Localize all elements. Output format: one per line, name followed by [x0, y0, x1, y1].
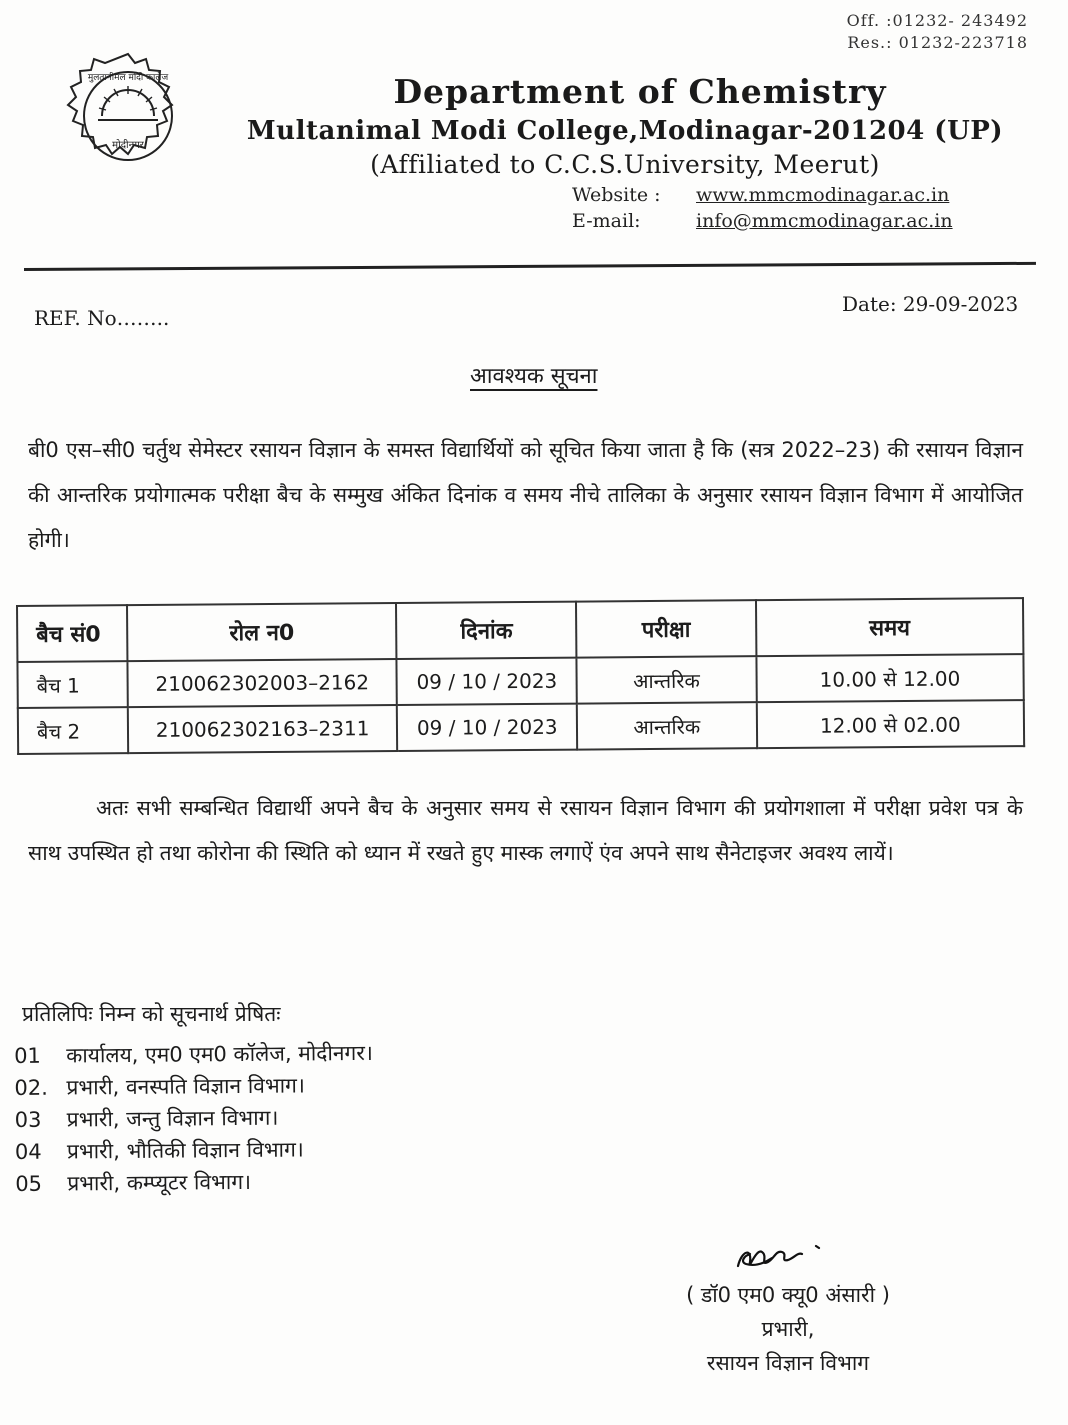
email-label: E-mail: [572, 210, 641, 232]
exam-schedule-table [16, 597, 1025, 755]
emblem-text-top: मुलतानीमल मोदी कालेज [87, 73, 169, 83]
table-row [18, 700, 1024, 754]
notice-paragraph-1: बी0 एस–सी0 चर्तुथ सेमेस्टर रसायन विज्ञान के समस्त विद्यार्थियों को सूचित किया जाता है कि (सत्र 2022–23) की रसायन विज्ञान की आन्तरिक प्रयोगात्मक परीक्षा बैच के सम्मुख अंकित दिनांक व समय नीचे तालिका के अनुसार रसायन विज्ञान विभाग में आयोजित होगी। [28, 438, 1023, 552]
cell-exam: आन्तरिक [577, 702, 757, 749]
reference-number: REF. No…….. [34, 306, 170, 330]
website-label: Website : [572, 184, 661, 206]
copy-to-title: प्रतिलिपिः निम्न को सूचनार्थ प्रेषितः [22, 1002, 281, 1026]
list-item-number: 03 [14, 1107, 42, 1132]
signatory-role: प्रभारी, [761, 1317, 815, 1341]
table-header-row [17, 598, 1023, 662]
cell-roll: 210062302003–2162 [127, 659, 397, 707]
phone-office: Off. :01232- 243492 [846, 11, 1028, 30]
list-item-number: 05 [15, 1171, 43, 1196]
affiliation: (Affiliated to C.C.S.University, Meerut) [370, 150, 880, 179]
copy-to-list [14, 1037, 374, 1200]
emblem-text-bottom: मोदीनगर [112, 140, 144, 151]
department-name: Department of Chemistry [393, 72, 887, 111]
header-exam: परीक्षा [576, 600, 756, 657]
list-item-text: प्रभारी, वनस्पति विज्ञान विभाग। [66, 1073, 306, 1100]
header-date: दिनांक [396, 602, 576, 659]
list-item-number: 02. [14, 1075, 48, 1100]
cell-time: 10.00 से 12.00 [756, 654, 1024, 702]
header-roll: रोल न0 [127, 603, 397, 661]
list-item-text: प्रभारी, भौतिकी विज्ञान विभाग। [66, 1137, 304, 1164]
list-item-text: कार्यालय, एम0 एम0 कॉलेज, मोदीनगर। [66, 1040, 373, 1068]
signatory-department: रसायन विज्ञान विभाग [706, 1351, 870, 1375]
contact-block [572, 182, 953, 234]
header-divider [24, 262, 1036, 271]
cell-date: 09 / 10 / 2023 [397, 704, 577, 751]
college-name: Multanimal Modi College,Modinagar-201204 (UP) [246, 116, 1004, 146]
cell-date: 09 / 10 / 2023 [397, 658, 577, 705]
cell-batch: बैच 1 [17, 661, 127, 708]
phone-numbers [847, 10, 1028, 54]
signature-block [638, 1238, 938, 1380]
cell-exam: आन्तरिक [576, 656, 756, 703]
notice-paragraph-2: अतः सभी सम्बन्धित विद्यार्थी अपने बैच के अनुसार समय से रसायन विज्ञान विभाग की प्रयोगशाला में परीक्षा प्रवेश पत्र के साथ उपस्थित हो तथा कोरोना की स्थिति को ध्यान में रखते हुए मास्क लगाऐं एंव अपने साथ सैनेटाइजर अवश्य लायें। [28, 796, 1023, 865]
list-item [14, 1037, 373, 1072]
email-link[interactable]: info@mmcmodinagar.ac.in [696, 210, 953, 232]
list-item-text: प्रभारी, जन्तु विज्ञान विभाग। [66, 1105, 279, 1132]
cell-roll: 210062302163–2311 [128, 705, 398, 753]
website-link[interactable]: www.mmcmodinagar.ac.in [696, 184, 950, 206]
list-item [15, 1133, 374, 1168]
table-row [17, 654, 1023, 708]
header-time: समय [756, 598, 1024, 656]
list-item [15, 1101, 374, 1136]
signatory-name: ( डॉ0 एम0 क्यू0 अंसारी ) [686, 1283, 890, 1307]
list-item-text: प्रभारी, कम्प्यूटर विभाग। [67, 1169, 252, 1196]
college-emblem-icon [62, 50, 194, 182]
notice-title: आवश्यक सूचना [470, 364, 598, 389]
cell-time: 12.00 से 02.00 [756, 700, 1024, 748]
list-item [15, 1165, 374, 1200]
letterhead [230, 70, 1020, 182]
list-item-number: 04 [14, 1139, 42, 1164]
phone-residence: Res.: 01232-223718 [847, 33, 1028, 52]
list-item [14, 1069, 373, 1104]
header-batch: बैच सं0 [17, 605, 127, 662]
notice-date: Date: 29-09-2023 [842, 292, 1019, 316]
cell-batch: बैच 2 [18, 707, 128, 754]
list-item-number: 01 [14, 1043, 41, 1068]
